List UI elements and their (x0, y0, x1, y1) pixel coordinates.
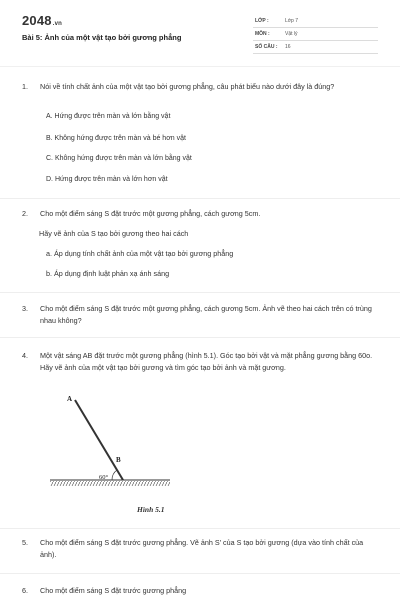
question-text: Cho một điểm sáng S đặt trước một gương phẳng, cách gương 5cm. (40, 209, 261, 218)
mirror-figure (50, 392, 200, 522)
meta-row-subject (253, 28, 378, 41)
sub-question: b. Áp dụng định luật phản xạ ánh sáng (46, 269, 170, 278)
header-divider (0, 66, 400, 67)
question-number: 6. (22, 586, 28, 595)
meta-value: Lớp 7 (285, 18, 299, 24)
meta-row-count (253, 41, 378, 54)
figure-caption: Hình 5.1 (137, 505, 165, 514)
answer-option[interactable]: C. Không hứng được trên màn và lớn bằng vật (46, 155, 192, 162)
mirror-hatching (50, 481, 170, 486)
mirror-diagram (50, 392, 200, 522)
question-number: 1. (22, 82, 28, 91)
meta-label: MÔN : (255, 31, 270, 37)
question-text: Cho một điểm sáng S đặt trước một gương phẳng, cách gương 5cm. Ảnh vẽ theo hai cách trên có trùng nhau không? (40, 304, 372, 325)
logo-text: 2048 (22, 13, 52, 28)
site-logo[interactable] (22, 13, 62, 28)
label-a: A (67, 395, 73, 403)
angle-arc (112, 470, 117, 480)
question-number: 2. (22, 209, 28, 218)
question-divider (0, 292, 400, 293)
label-b: B (116, 456, 121, 464)
answer-option[interactable]: A. Hứng được trên màn và lớn bằng vật (46, 113, 171, 120)
question-divider (0, 198, 400, 199)
meta-label: SỐ CÂU : (255, 44, 278, 50)
worksheet-header (0, 0, 400, 62)
question-number: 5. (22, 538, 28, 547)
answer-option[interactable]: D. Hứng được trên màn và lớn hơn vật (46, 176, 168, 183)
question-text: Nói về tính chất ảnh của một vật tạo bởi gương phẳng, câu phát biểu nào dưới đây là đúng? (40, 82, 335, 91)
question-text: Một vật sáng AB đặt trước một gương phẳng (hình 5.1). Góc tạo bởi vật và mặt phẳng gương bằng 60o. Hãy vẽ ảnh của một vật tạo bởi gương và tìm góc tạo bởi ảnh và mặt gương. (40, 351, 373, 372)
meta-label: LỚP : (255, 18, 269, 24)
lesson-title: Bài 5: Ảnh của một vật tạo bởi gương phẳng (22, 33, 182, 42)
meta-value: Vật lý (285, 31, 298, 37)
logo-suffix: .vn (52, 21, 63, 27)
question-divider (0, 573, 400, 574)
question-divider (0, 337, 400, 338)
object-ab (75, 400, 123, 480)
question-text: Cho một điểm sáng S đặt trước gương phẳng (40, 586, 187, 595)
meta-row-class (253, 15, 378, 28)
sub-question: a. Áp dụng tính chất ảnh của một vật tạo bởi gương phẳng (46, 249, 234, 258)
question-text: Cho một điểm sáng S đặt trước gương phẳng. Vẽ ảnh S' của S tạo bởi gương (dựa vào tính chất của ảnh). (40, 538, 364, 559)
meta-value: 16 (285, 44, 291, 50)
question-divider (0, 528, 400, 529)
answer-option[interactable]: B. Không hứng được trên màn và bé hơn vật (46, 135, 186, 142)
question-number: 3. (22, 304, 28, 313)
question-number: 4. (22, 351, 28, 360)
angle-label: 60° (99, 474, 109, 481)
question-instruction: Hãy vẽ ảnh của S tạo bởi gương theo hai cách (39, 229, 189, 238)
